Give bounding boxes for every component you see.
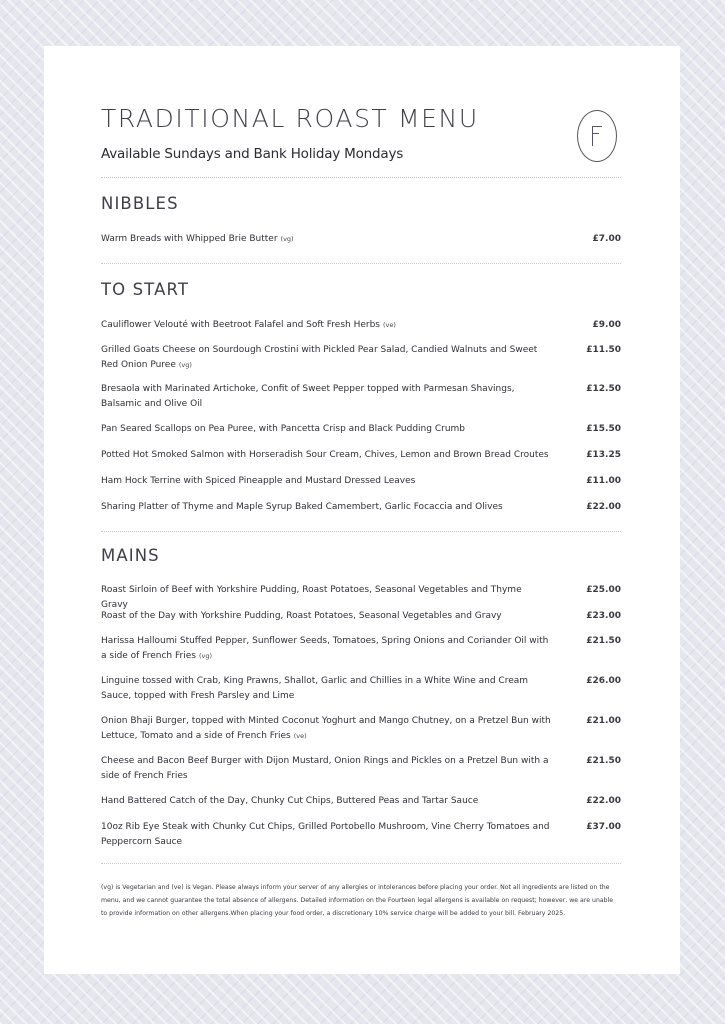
menu-title: TRADITIONAL ROAST MENU <box>101 104 479 133</box>
item-price: £37.00 <box>586 822 621 832</box>
menu-item <box>101 448 621 463</box>
item-description: Warm Breads with Whipped Brie Butter <box>101 234 278 244</box>
item-description: Roast of the Day with Yorkshire Pudding, Roast Potatoes, Seasonal Vegetables and Gravy <box>101 611 502 621</box>
item-price: £25.00 <box>586 585 621 595</box>
divider <box>101 863 621 864</box>
menu-item <box>101 754 621 784</box>
section-heading-to-start: TO START <box>101 280 190 299</box>
menu-item <box>101 422 621 437</box>
item-description: Roast Sirloin of Beef with Yorkshire Pudding, Roast Potatoes, Seasonal Vegetables and Thyme Gravy <box>101 585 522 610</box>
allergen-footnote: (vg) is Vegetarian and (ve) is Vegan. Please always inform your server of any allergies or intolerances before placing your order. Not all ingredients are listed on the menu, and we cannot guarantee the total absence of allergens. Detailed information on the Fourteen legal allergens is available on request; however, we are unable to provide information on other allergens.When placing your food order, a discretionary 10% service charge will be added to your bill. February 2025. <box>101 884 614 917</box>
item-price: £13.25 <box>586 450 621 460</box>
menu-item <box>101 474 621 489</box>
item-description: Bresaola with Marinated Artichoke, Confit of Sweet Pepper topped with Parmesan Shavings, Balsamic and Olive Oil <box>101 384 515 409</box>
menu-item <box>101 714 621 744</box>
menu-item <box>101 343 621 373</box>
dietary-tag: (vg) <box>178 361 192 369</box>
menu-subtitle: Available Sundays and Bank Holiday Mondays <box>101 146 404 162</box>
item-price: £26.00 <box>586 676 621 686</box>
item-description: Cauliflower Velouté with Beetroot Falafel and Soft Fresh Herbs <box>101 320 380 330</box>
menu-item <box>101 674 621 704</box>
divider <box>101 531 621 532</box>
section-heading-nibbles: NIBBLES <box>101 194 179 213</box>
dietary-tag: (vg) <box>280 235 294 243</box>
item-price: £21.50 <box>586 756 621 766</box>
item-description: Harissa Halloumi Stuffed Pepper, Sunflower Seeds, Tomatoes, Spring Onions and Coriander Oil with a side of French Fries <box>101 636 549 661</box>
menu-item <box>101 820 621 850</box>
menu-item <box>101 634 621 664</box>
item-description: Onion Bhaji Burger, topped with Minted Coconut Yoghurt and Mango Chutney, on a Pretzel Bun with Lettuce, Tomato and a side of French Fries <box>101 716 551 741</box>
menu-item <box>101 794 621 809</box>
item-price: £22.00 <box>586 502 621 512</box>
item-description: Grilled Goats Cheese on Sourdough Crostini with Pickled Pear Salad, Candied Walnuts and Sweet Red Onion Puree <box>101 345 538 370</box>
item-price: £22.00 <box>586 796 621 806</box>
menu-item <box>101 382 621 412</box>
item-description: 10oz Rib Eye Steak with Chunky Cut Chips, Grilled Portobello Mushroom, Vine Cherry Tomatoes and Peppercorn Sauce <box>101 822 550 847</box>
item-price: £7.00 <box>592 234 621 244</box>
menu-item <box>101 232 621 247</box>
menu-item <box>101 318 621 333</box>
item-price: £21.00 <box>586 716 621 726</box>
dietary-tag: (ve) <box>293 732 307 740</box>
dietary-tag: (ve) <box>383 321 396 329</box>
item-price: £12.50 <box>586 384 621 394</box>
item-description: Sharing Platter of Thyme and Maple Syrup Baked Camembert, Garlic Focaccia and Olives <box>101 502 503 512</box>
item-price: £9.00 <box>592 320 621 330</box>
dietary-tag: (vg) <box>198 652 212 660</box>
divider <box>101 263 621 264</box>
item-description: Pan Seared Scallops on Pea Puree, with Pancetta Crisp and Black Pudding Crumb <box>101 424 466 434</box>
item-price: £11.50 <box>586 345 621 355</box>
item-description: Linguine tossed with Crab, King Prawns, Shallot, Garlic and Chillies in a White Wine and Cream Sauce, topped with Fresh Parsley and Lime <box>101 676 529 701</box>
item-description: Ham Hock Terrine with Spiced Pineapple and Mustard Dressed Leaves <box>101 476 416 486</box>
menu-item <box>101 500 621 515</box>
divider <box>101 177 621 178</box>
item-description: Cheese and Bacon Beef Burger with Dijon Mustard, Onion Rings and Pickles on a Pretzel Bun with a side of French Fries <box>101 756 549 781</box>
f-monogram-logo-icon <box>577 110 617 162</box>
item-price: £11.00 <box>586 476 621 486</box>
item-price: £23.00 <box>586 611 621 621</box>
item-price: £15.50 <box>586 424 621 434</box>
menu-item <box>101 609 621 624</box>
section-heading-mains: MAINS <box>101 546 160 565</box>
menu-sheet <box>44 46 680 974</box>
item-description: Potted Hot Smoked Salmon with Horseradish Sour Cream, Chives, Lemon and Brown Bread Croutes <box>101 450 549 460</box>
item-description: Hand Battered Catch of the Day, Chunky Cut Chips, Buttered Peas and Tartar Sauce <box>101 796 479 806</box>
item-price: £21.50 <box>586 636 621 646</box>
